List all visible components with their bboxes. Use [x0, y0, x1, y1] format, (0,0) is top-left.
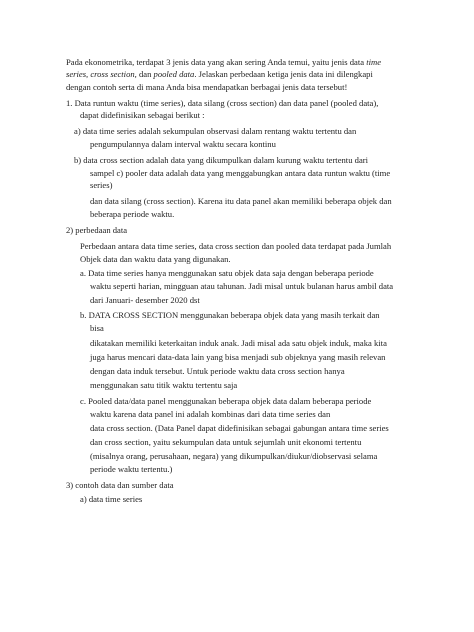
- sec3-heading: 3) contoh data dan sumber data: [66, 480, 174, 490]
- intro-italic-pooled: pooled data: [153, 69, 195, 79]
- sec1-line-2: dapat didefinisikan sebagai berikut :: [80, 110, 205, 120]
- sec1-item-a-1: a) data time series adalah sekumpulan observasi dalam rentang waktu tertentu dan: [74, 126, 357, 136]
- intro-line-3: dengan contoh serta di mana Anda bisa mendapatkan berbagai jenis data tersebut!: [66, 82, 348, 92]
- sec2-item-a-1: a. Data time series hanya menggunakan satu objek data saja dengan beberapa periode: [80, 268, 374, 278]
- sec2-item-b-4: juga harus mencari data-data lain yang bisa menjadi sub objeknya yang masih relevan: [90, 352, 386, 362]
- sec2-item-b-3: dikatakan memiliki keterkaitan induk anak. Jadi misal ada satu objek induk, maka kita: [90, 338, 387, 348]
- intro-italic-series: series, cross section,: [66, 69, 137, 79]
- sec2-item-c-6: periode waktu tertentu.): [90, 464, 173, 474]
- sec2-item-b-2: bisa: [90, 323, 104, 333]
- sec1-item-b-5: beberapa periode waktu.: [90, 209, 175, 219]
- sec1-item-b-4: dan data silang (cross section). Karena itu data panel akan memiliki beberapa objek dan: [90, 196, 392, 206]
- sec2-item-c-1: c. Pooled data/data panel menggunakan beberapa objek data dalam beberapa periode: [80, 396, 372, 406]
- sec2-item-c-2: waktu karena data panel ini adalah kombinas dari data time series dan: [90, 409, 331, 419]
- sec1-item-a-2: pengumpulannya dalam interval waktu secara kontinu: [90, 139, 276, 149]
- intro-text: dan: [136, 69, 154, 79]
- sec2-para-1: Perbedaan antara data time series, data cross section dan pooled data terdapat pada Jumlah: [80, 241, 392, 251]
- sec2-item-b-6: menggunakan satu titik waktu tertentu saja: [90, 380, 238, 390]
- sec3-item-a: a) data time series: [80, 494, 143, 504]
- sec1-line-1: 1. Data runtun waktu (time series), data silang (cross section) dan data panel (pooled data),: [66, 98, 379, 108]
- intro-line-1: [66, 57, 381, 68]
- intro-text: . Jelaskan perbedaan ketiga jenis data ini dilengkapi: [194, 69, 373, 79]
- sec2-para-2: Objek data dan waktu data yang digunakan.: [80, 254, 231, 264]
- sec2-item-c-3: data cross section. (Data Panel dapat didefinisikan sebagai gabungan antara time series: [90, 423, 389, 433]
- sec1-item-b-1: b) data cross section adalah data yang dikumpulkan dalam kurung waktu tertentu dari: [74, 155, 369, 165]
- sec2-item-c-5: (misalnya orang, perusahaan, negara) yang dikumpulkan/diukur/diobservasi selama: [90, 451, 378, 461]
- sec1-item-b-2: sampel c) pooler data adalah data yang menggabungkan antara data runtun waktu (time: [90, 168, 391, 178]
- intro-text: Pada ekonometrika, terdapat 3 jenis data yang akan sering Anda temui, yaitu jenis data: [66, 57, 367, 67]
- sec2-heading: 2) perbedaan data: [66, 225, 128, 235]
- intro-line-2: [66, 69, 373, 80]
- sec2-item-a-2: waktu seperti harian, mingguan atau tahunan. Jadi misal untuk bulanan harus ambil data: [90, 281, 394, 291]
- intro-italic-time: time: [366, 57, 382, 67]
- sec1-item-b-3: series): [90, 180, 113, 190]
- sec2-item-c-4: dan cross section, yaitu sekumpulan data untuk sejumlah unit ekonomi tertentu: [90, 437, 362, 447]
- sec2-item-b-1: b. DATA CROSS SECTION menggunakan beberapa objek data yang masih terkait dan: [80, 310, 380, 320]
- sec2-item-b-5: dengan data induk tersebut. Untuk periode waktu data cross section hanya: [90, 366, 345, 376]
- sec2-item-a-3: dari Januari- desember 2020 dst: [90, 295, 200, 305]
